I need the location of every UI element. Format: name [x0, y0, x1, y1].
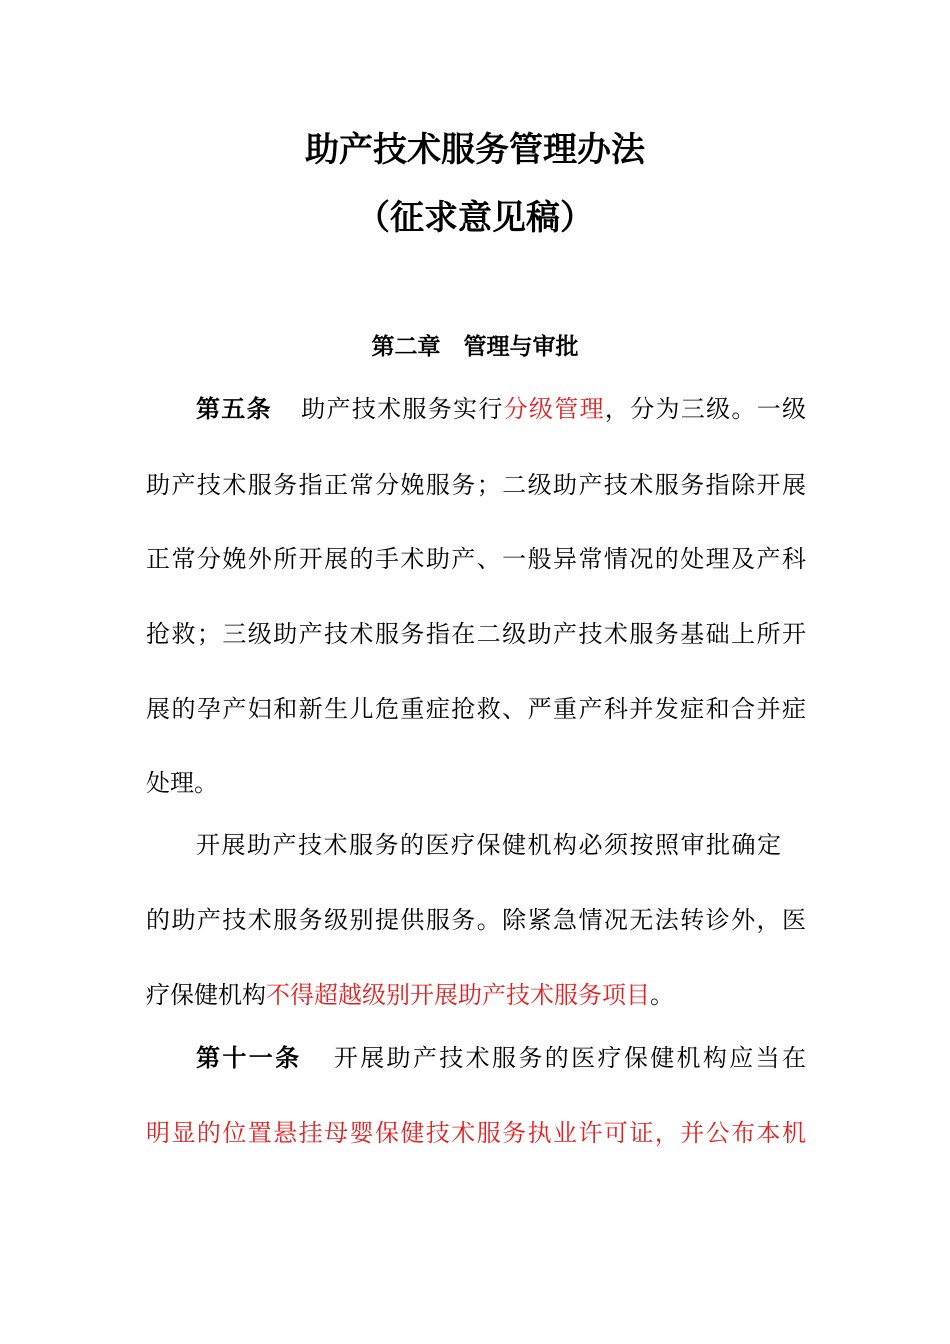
paragraph2-line-2: 的助产技术服务级别提供服务。除紧急情况无法转诊外，医 — [146, 906, 806, 934]
article5-highlight: 分级管理 — [503, 395, 605, 423]
paragraph2-line-1: 开展助产技术服务的医疗保健机构必须按照审批确定 — [196, 831, 781, 859]
paragraph2-text-b: 。 — [650, 981, 674, 1009]
document-subtitle: （征求意见稿） — [356, 198, 594, 238]
article5-line-2: 助产技术服务指正常分娩服务；二级助产技术服务指除开展 — [146, 471, 806, 499]
article5-line-1 — [196, 392, 806, 426]
article5-line-6: 处理。 — [146, 769, 218, 797]
article11-number: 第十一条 — [196, 1044, 302, 1072]
article5-line-3: 正常分娩外所开展的手术助产、一般异常情况的处理及产科 — [146, 545, 806, 573]
paragraph2-text-a: 疗保健机构 — [146, 981, 266, 1009]
article11-line-1 — [196, 1041, 806, 1075]
article5-number: 第五条 — [196, 395, 272, 423]
article5-text-b: ，分为三级。一级 — [604, 395, 807, 423]
article5-text-a: 助产技术服务实行 — [299, 395, 504, 423]
document-title: 助产技术服务管理办法 — [305, 130, 645, 170]
article5-line-4: 抢救；三级助产技术服务指在二级助产技术服务基础上所开 — [146, 620, 806, 648]
paragraph2-line-3 — [146, 978, 806, 1012]
article5-line-5: 展的孕产妇和新生儿危重症抢救、严重产科并发症和合并症 — [146, 695, 806, 723]
article11-line-2: 明显的位置悬挂母婴保健技术服务执业许可证，并公布本机 — [146, 1119, 806, 1147]
chapter-heading: 第二章 管理与审批 — [371, 334, 579, 360]
paragraph2-highlight: 不得超越级别开展助产技术服务项目 — [266, 981, 650, 1009]
article11-text: 开展助产技术服务的医疗保健机构应当在 — [331, 1044, 807, 1072]
